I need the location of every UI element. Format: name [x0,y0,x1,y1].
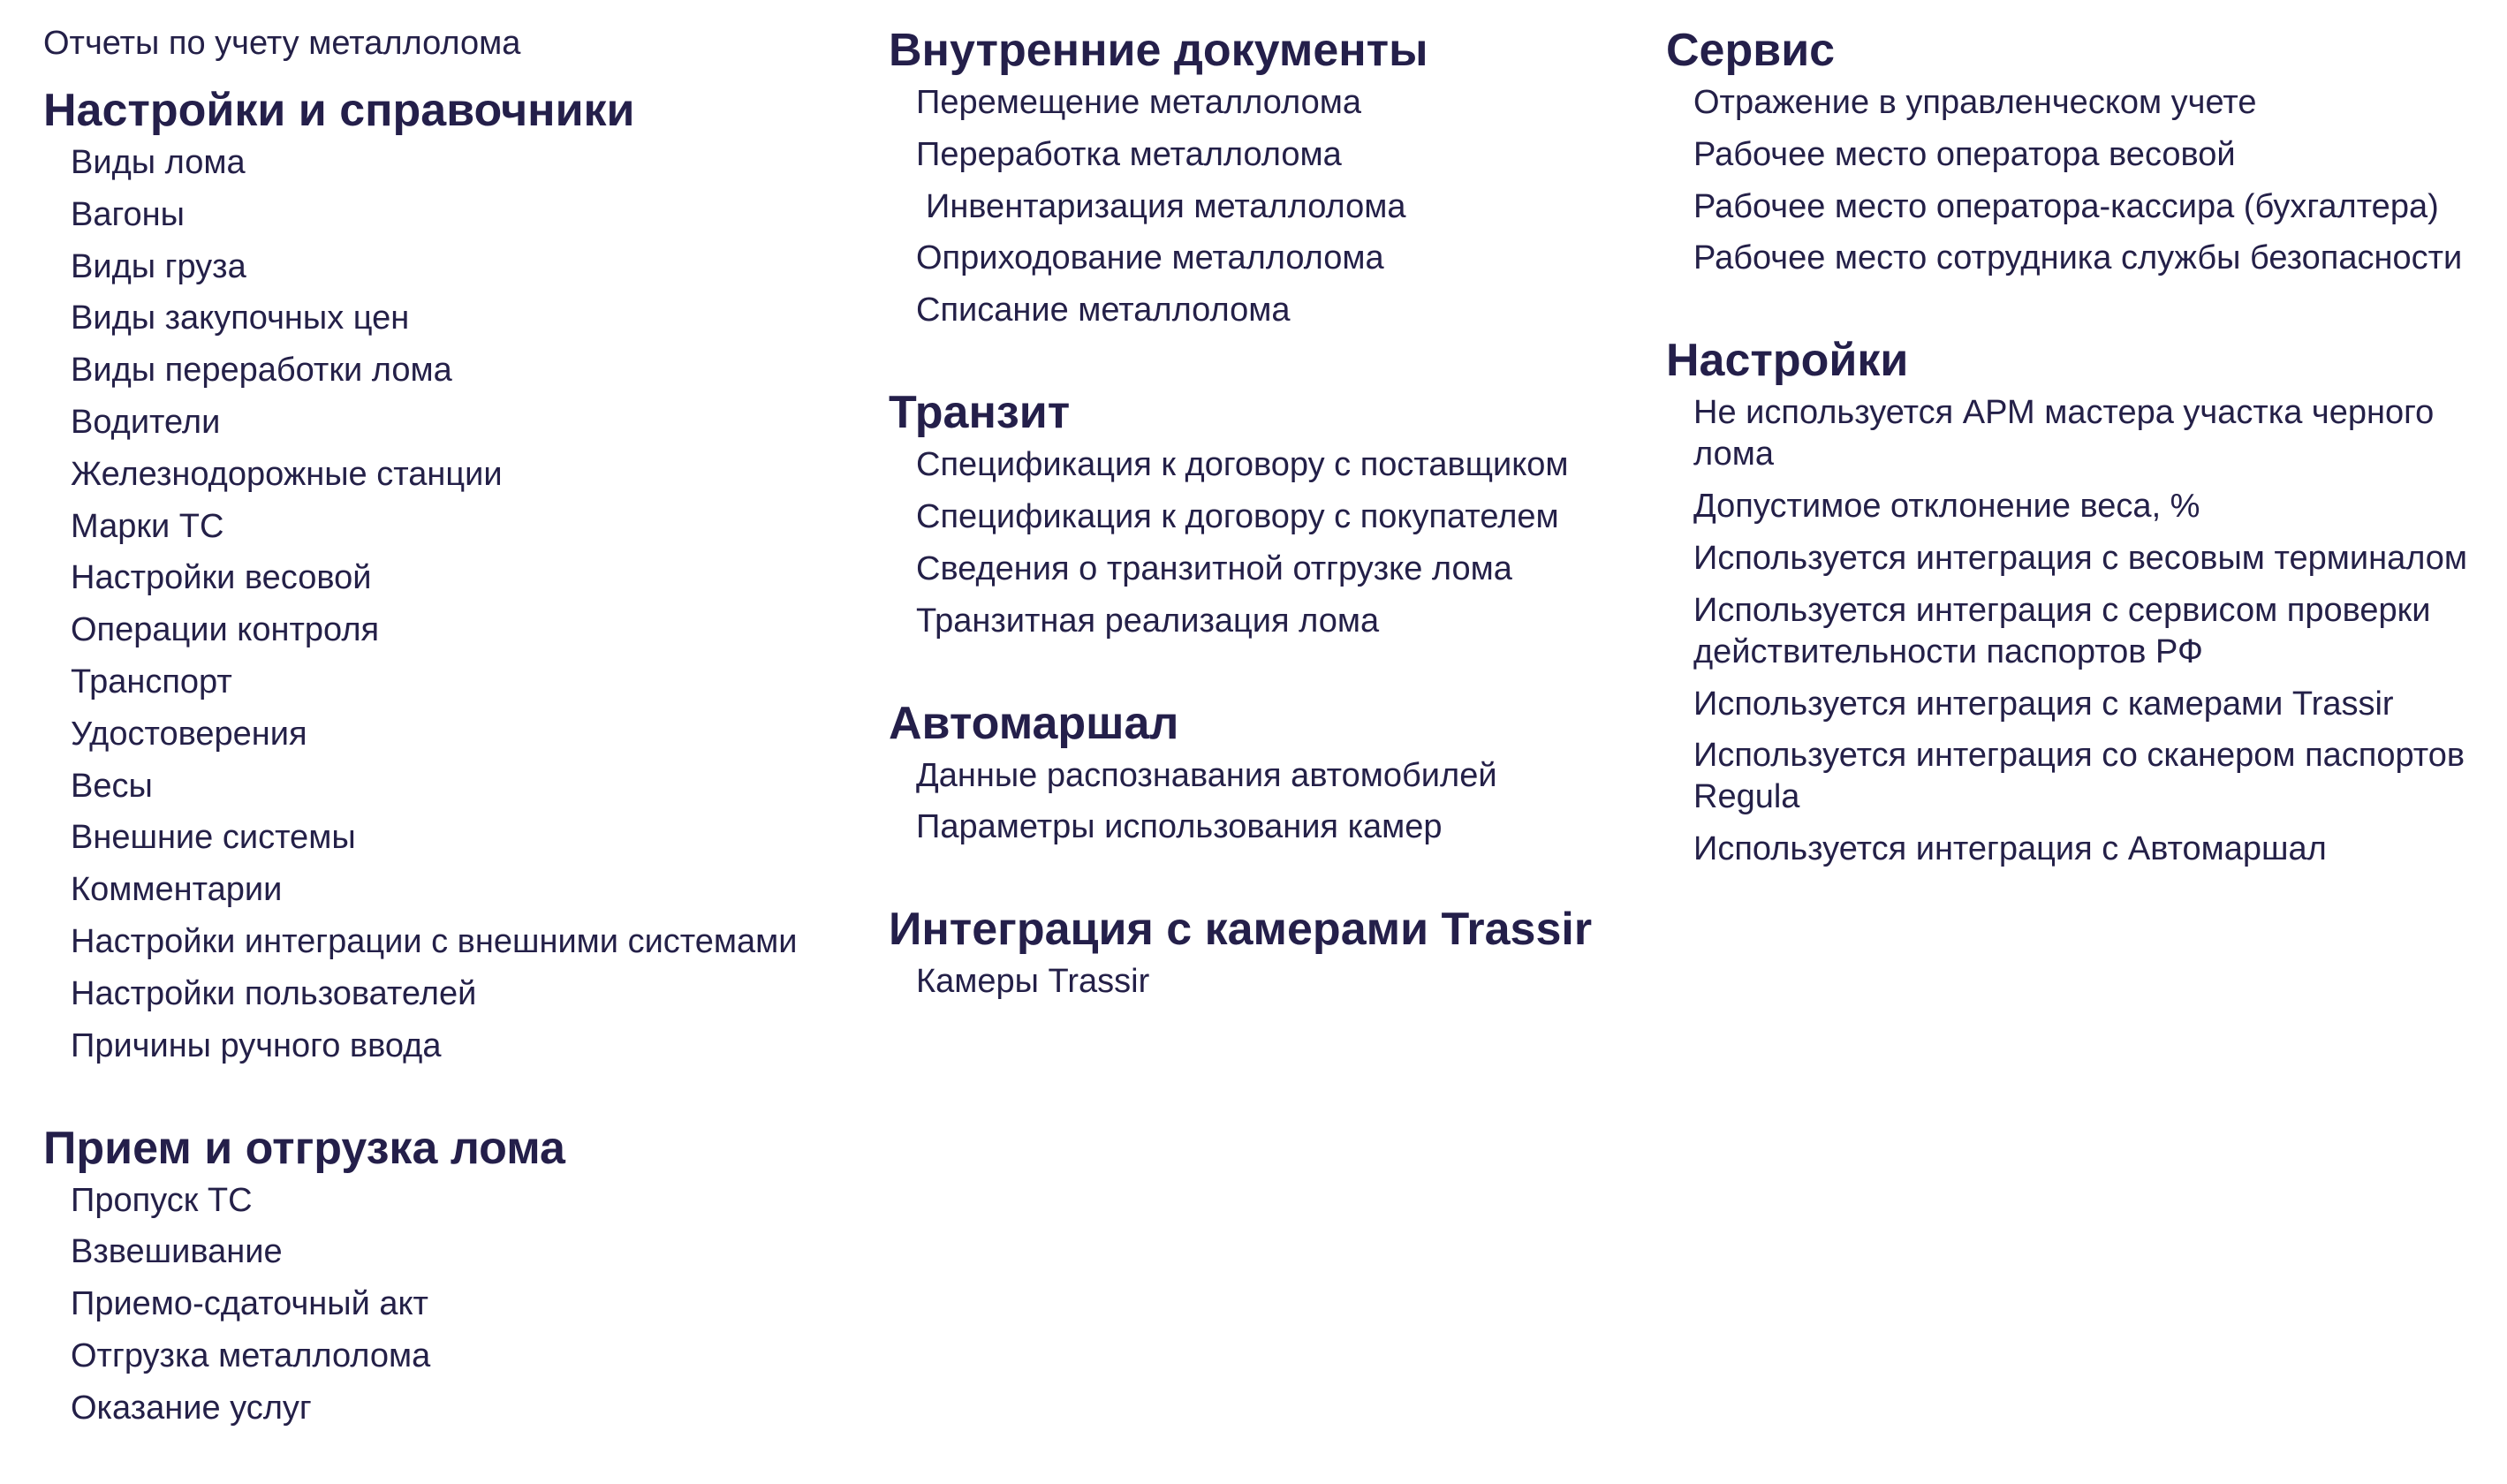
section-title: Настройки [1666,335,1909,387]
section-settings-and-directories [43,84,865,1067]
nav-item[interactable]: Виды груза [71,247,246,285]
section-items [1666,392,2488,870]
nav-item[interactable]: Внешние системы [71,819,356,857]
nav-item[interactable]: Виды закупочных цен [71,299,410,337]
nav-item[interactable]: Спецификация к договору с покупателем [916,497,1559,535]
section-items [43,1180,865,1429]
nav-item[interactable]: Сведения о транзитной отгрузке лома [916,549,1512,587]
nav-item[interactable]: Транзитная реализация лома [916,602,1380,640]
nav-item[interactable]: Транспорт [71,662,232,700]
nav-item[interactable]: Переработка металлолома [916,135,1342,173]
column-1 [43,0,865,1484]
nav-item[interactable]: Камеры Trassir [916,963,1150,1001]
nav-item[interactable]: Марки ТС [71,507,224,545]
nav-item[interactable]: Настройки весовой [71,559,372,597]
section-items [1666,82,2488,279]
section-title: Транзит [889,387,1071,439]
nav-item[interactable]: Операции контроля [71,611,380,649]
column-2 [889,0,1640,1057]
nav-item[interactable]: Удостоверения [71,715,307,753]
nav-item[interactable]: Отгрузка металлолома [71,1336,431,1374]
nav-item[interactable]: Параметры использования камер [916,808,1443,846]
section-title: Интеграция с камерами Trassir [889,904,1593,956]
nav-item[interactable]: Весы [71,767,153,805]
section-items [889,961,1640,1003]
section-service [1666,24,2488,279]
section-title: Автомаршал [889,697,1179,749]
nav-item[interactable]: Рабочее место сотрудника службы безопасности [1693,239,2463,277]
nav-item[interactable]: Используется интеграция с сервисом проверки действительности паспортов РФ [1693,591,2431,670]
section-settings [1666,334,2488,870]
nav-item[interactable]: Используется интеграция с Автомаршал [1693,830,2327,868]
nav-item[interactable]: Вагоны [71,195,185,233]
nav-item[interactable]: Отражение в управленческом учете [1693,84,2257,121]
nav-item[interactable]: Взвешивание [71,1233,283,1271]
nav-item[interactable]: Не используется АРМ мастера участка черного лома [1693,394,2435,473]
nav-item[interactable]: Используется интеграция с весовым терминалом [1693,539,2468,577]
nav-item[interactable]: Настройки пользователей [71,974,477,1012]
nav-item[interactable]: Рабочее место оператора весовой [1693,135,2236,173]
section-title: Настройки и справочники [43,85,635,136]
nav-item[interactable]: Комментарии [71,871,283,909]
nav-item[interactable]: Виды переработки лома [71,352,452,390]
nav-item[interactable]: Оказание услуг [71,1389,312,1427]
section-title: Сервис [1666,25,1836,76]
nav-item[interactable]: Используется интеграция со сканером паспортов Regula [1693,737,2465,816]
nav-item[interactable]: Спецификация к договору с поставщиком [916,446,1569,484]
section-automarshal [889,697,1640,849]
nav-item[interactable]: Водители [71,403,221,441]
section-scrap-receiving-and-shipping [43,1122,865,1429]
nav-item[interactable]: Используется интеграция с камерами Trassir [1693,685,2394,723]
section-title: Внутренние документы [889,25,1428,76]
section-trassir-integration [889,903,1640,1003]
section-title: Прием и отгрузка лома [43,1122,565,1174]
section-transit [889,386,1640,641]
nav-item[interactable]: Железнодорожные станции [71,455,503,493]
nav-item[interactable]: Инвентаризация металлолома [926,187,1406,225]
nav-item[interactable]: Допустимое отклонение веса, % [1693,488,2200,526]
nav-item[interactable]: Виды лома [71,144,246,181]
section-internal-documents [889,24,1640,331]
nav-item[interactable]: Причины ручного ввода [71,1026,442,1064]
nav-item[interactable]: Пропуск ТС [71,1181,253,1219]
reports-link[interactable]: Отчеты по учету металлолома [43,25,521,62]
column-3 [1666,0,2488,925]
section-items [889,755,1640,849]
nav-item[interactable]: Перемещение металлолома [916,84,1362,121]
nav-item[interactable]: Приемо-сдаточный акт [71,1285,428,1323]
section-items [43,142,865,1067]
nav-item[interactable]: Оприходование металлолома [916,239,1384,277]
nav-item[interactable]: Настройки интеграции с внешними системами [71,922,798,960]
section-items [889,444,1640,641]
nav-item[interactable]: Данные распознавания автомобилей [916,756,1497,794]
nav-item[interactable]: Рабочее место оператора-кассира (бухгалтера) [1693,187,2439,225]
nav-item[interactable]: Списание металлолома [916,292,1291,329]
section-items [889,82,1640,331]
